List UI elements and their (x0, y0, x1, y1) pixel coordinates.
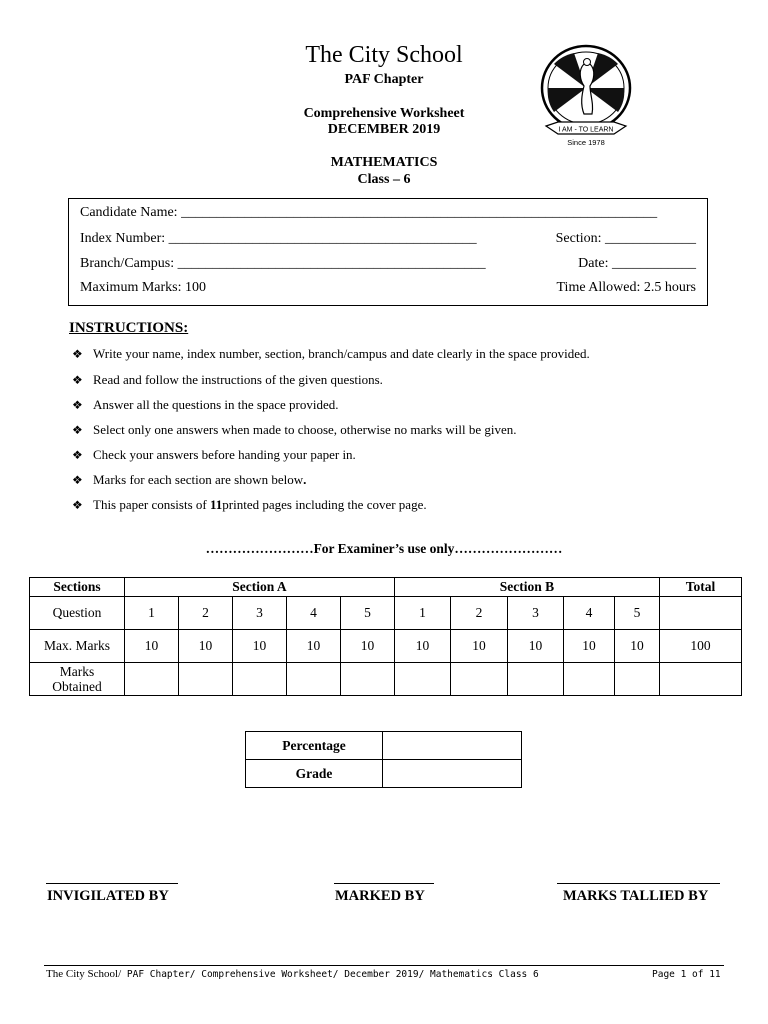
question-label: Question (30, 597, 125, 630)
page-number: Page 1 of 11 (652, 969, 721, 980)
bullet-diamond-icon: ❖ (72, 347, 83, 361)
index-number-field[interactable]: Index Number: ____________________________________________ (80, 231, 477, 246)
marks-tallied-by-label: MARKS TALLIED BY (563, 888, 709, 904)
footer-divider (44, 965, 724, 966)
table-header-row (30, 578, 742, 597)
candidate-details-box (68, 198, 708, 306)
obtained-total-cell[interactable] (660, 663, 742, 696)
tallier-signature-line[interactable] (557, 883, 720, 884)
obtained-cell[interactable] (508, 663, 564, 696)
school-crest-icon (540, 44, 636, 158)
question-number: 1 (395, 597, 451, 630)
percentage-grade-table (245, 731, 522, 788)
obtained-cell[interactable] (341, 663, 395, 696)
instruction-item: ❖ Read and follow the instructions of the given questions. (72, 372, 383, 387)
instructions-heading: INSTRUCTIONS: (69, 320, 189, 336)
bullet-diamond-icon: ❖ (72, 398, 83, 412)
instruction-item: ❖ This paper consists of 11printed pages including the cover page. (72, 497, 427, 512)
empty-cell (660, 597, 742, 630)
section-field[interactable]: Section: _____________ (555, 231, 696, 246)
table-row (30, 597, 742, 630)
max-mark-cell: 10 (233, 630, 287, 663)
max-mark-cell: 10 (287, 630, 341, 663)
invigilator-signature-line[interactable] (46, 883, 178, 884)
index-number-row[interactable] (80, 231, 696, 249)
obtained-cell[interactable] (564, 663, 615, 696)
instruction-item: ❖ Answer all the questions in the space provided. (72, 397, 339, 412)
date-field[interactable]: Date: ____________ (578, 256, 696, 271)
subject-title: MATHEMATICS (330, 155, 438, 170)
logo-motto: I AM - TO LEARN (558, 126, 614, 134)
max-mark-cell: 10 (179, 630, 233, 663)
obtained-cell[interactable] (179, 663, 233, 696)
max-mark-cell: 10 (508, 630, 564, 663)
invigilated-by-label: INVIGILATED BY (47, 888, 169, 904)
marks-table (29, 577, 742, 696)
sections-header: Sections (30, 578, 125, 597)
question-number: 3 (233, 597, 287, 630)
obtained-cell[interactable] (233, 663, 287, 696)
table-row (246, 760, 522, 788)
grade-cell[interactable] (383, 760, 522, 788)
max-total-cell: 100 (660, 630, 742, 663)
marks-obtained-label: Marks Obtained (30, 663, 125, 696)
bullet-diamond-icon: ❖ (72, 448, 83, 462)
instruction-item: ❖ Write your name, index number, section, branch/campus and date clearly in the space provided. (72, 346, 590, 361)
candidate-name-field[interactable]: Candidate Name: ____________________________________________________________________ (80, 205, 658, 220)
table-row (30, 630, 742, 663)
table-row (246, 732, 522, 760)
max-mark-cell: 10 (451, 630, 508, 663)
section-a-header: Section A (125, 578, 395, 597)
question-number: 2 (179, 597, 233, 630)
question-number: 3 (508, 597, 564, 630)
obtained-cell[interactable] (615, 663, 660, 696)
max-mark-cell: 10 (564, 630, 615, 663)
branch-row[interactable] (80, 256, 696, 274)
marker-signature-line[interactable] (334, 883, 434, 884)
percentage-cell[interactable] (383, 732, 522, 760)
question-number: 1 (125, 597, 179, 630)
marks-time-row (80, 280, 696, 298)
instruction-item: ❖ Check your answers before handing your paper in. (72, 447, 356, 462)
obtained-cell[interactable] (451, 663, 508, 696)
chapter-name: PAF Chapter (344, 72, 424, 87)
bullet-diamond-icon: ❖ (72, 373, 83, 387)
bullet-diamond-icon: ❖ (72, 498, 83, 512)
instruction-item: ❖ Marks for each section are shown below. (72, 472, 307, 487)
obtained-cell[interactable] (287, 663, 341, 696)
class-label: Class – 6 (357, 172, 411, 187)
question-number: 5 (341, 597, 395, 630)
max-mark-cell: 10 (125, 630, 179, 663)
section-b-header: Section B (395, 578, 660, 597)
question-number: 2 (451, 597, 508, 630)
max-mark-cell: 10 (395, 630, 451, 663)
branch-campus-field[interactable]: Branch/Campus: ____________________________________________ (80, 256, 486, 271)
maximum-marks: Maximum Marks: 100 (80, 280, 206, 295)
instruction-item: ❖ Select only one answers when made to choose, otherwise no marks will be given. (72, 422, 517, 437)
max-mark-cell: 10 (615, 630, 660, 663)
time-allowed: Time Allowed: 2.5 hours (556, 280, 696, 295)
worksheet-title: Comprehensive Worksheet (303, 106, 465, 121)
question-number: 4 (564, 597, 615, 630)
bullet-diamond-icon: ❖ (72, 423, 83, 437)
total-header: Total (660, 578, 742, 597)
marked-by-label: MARKED BY (335, 888, 425, 904)
max-mark-cell: 10 (341, 630, 395, 663)
logo-since: Since 1978 (567, 138, 605, 147)
candidate-name-row[interactable] (80, 205, 696, 223)
percentage-label: Percentage (246, 732, 383, 760)
obtained-cell[interactable] (395, 663, 451, 696)
examiner-use-heading: ……………………For Examiner’s use only…………………… (205, 541, 563, 556)
grade-label: Grade (246, 760, 383, 788)
table-row (30, 663, 742, 696)
school-title: The City School (305, 42, 463, 68)
bullet-diamond-icon: ❖ (72, 473, 83, 487)
question-number: 4 (287, 597, 341, 630)
worksheet-date: DECEMBER 2019 (327, 122, 441, 137)
question-number: 5 (615, 597, 660, 630)
footer-path: The City School/ PAF Chapter/ Comprehensive Worksheet/ December 2019/ Mathematics Class 6 (46, 968, 539, 980)
obtained-cell[interactable] (125, 663, 179, 696)
max-marks-label: Max. Marks (30, 630, 125, 663)
